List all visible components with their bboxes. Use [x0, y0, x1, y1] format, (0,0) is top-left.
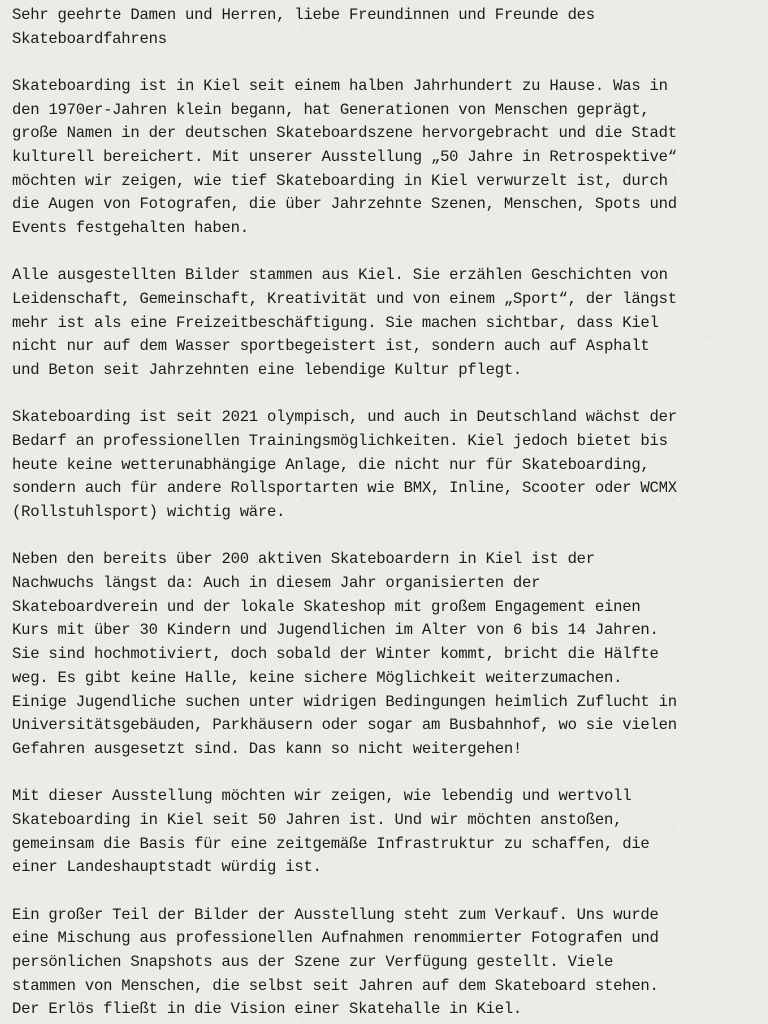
text-line: sondern auch für andere Rollsportarten wie BMX, Inline, Scooter oder WCMX: [12, 479, 677, 498]
text-line: möchten wir zeigen, wie tief Skateboarding in Kiel verwurzelt ist, durch: [12, 171, 668, 190]
text-line: Einige Jugendliche suchen unter widrigen Bedingungen heimlich Zuflucht in: [12, 692, 677, 711]
text-line: Mit dieser Ausstellung möchten wir zeigen, wie lebendig und wertvoll: [12, 787, 632, 806]
text-line: Skateboardfahrens: [12, 29, 167, 48]
paragraph-history: [12, 75, 764, 241]
text-line: eine Mischung aus professionellen Aufnahmen renommierter Fotografen und: [12, 929, 659, 948]
text-line: Sie sind hochmotiviert, doch sobald der Winter kommt, bricht die Hälfte: [12, 645, 659, 664]
text-line: Sehr geehrte Damen und Herren, liebe Freundinnen und Freunde des: [12, 6, 595, 24]
paragraph-olympics: [12, 406, 764, 525]
text-line: kulturell bereichert. Mit unserer Ausstellung „50 Jahre in Retrospektive“: [12, 148, 677, 167]
paragraph-sale: [12, 904, 764, 1023]
text-line: Neben den bereits über 200 aktiven Skateboardern in Kiel ist der: [12, 550, 595, 569]
text-line: Nachwuchs längst da: Auch in diesem Jahr organisierten der: [12, 574, 541, 593]
text-line: Skateboardverein und der lokale Skateshop mit großem Engagement einen: [12, 597, 641, 616]
paragraph-exhibition-goal: [12, 785, 764, 880]
text-line: Alle ausgestellten Bilder stammen aus Kiel. Sie erzählen Geschichten von: [12, 266, 668, 285]
text-line: gemeinsam die Basis für eine zeitgemäße Infrastruktur zu schaffen, die: [12, 834, 650, 853]
text-line: Kurs mit über 30 Kindern und Jugendlichen im Alter von 6 bis 14 Jahren.: [12, 621, 659, 640]
text-line: nicht nur auf dem Wasser sportbegeistert ist, sondern auch auf Asphalt: [12, 337, 650, 356]
text-line: Der Erlös fließt in die Vision einer Skatehalle in Kiel.: [12, 1000, 523, 1019]
paragraph-salutation: [12, 4, 764, 51]
text-line: persönlichen Snapshots aus der Szene zur Verfügung gestellt. Viele: [12, 952, 614, 971]
text-line: Skateboarding in Kiel seit 50 Jahren ist. Und wir möchten anstoßen,: [12, 810, 623, 829]
paragraph-images: [12, 264, 764, 383]
text-line: Gefahren ausgesetzt sind. Das kann so nicht weitergehen!: [12, 739, 523, 758]
text-line: Events festgehalten haben.: [12, 219, 249, 238]
text-line: stammen von Menschen, die selbst seit Jahren auf dem Skateboard stehen.: [12, 976, 659, 995]
text-line: den 1970er-Jahren klein begann, hat Generationen von Menschen geprägt,: [12, 100, 650, 119]
text-line: weg. Es gibt keine Halle, keine sichere Möglichkeit weiterzumachen.: [12, 668, 623, 687]
text-line: mehr ist als eine Freizeitbeschäftigung. Sie machen sichtbar, dass Kiel: [12, 313, 659, 332]
text-line: Universitätsgebäuden, Parkhäusern oder sogar am Busbahnhof, wo sie vielen: [12, 716, 677, 735]
text-line: heute keine wetterunabhängige Anlage, die nicht nur für Skateboarding,: [12, 455, 650, 474]
paragraph-youth: [12, 548, 764, 761]
text-line: und Beton seit Jahrzehnten eine lebendige Kultur pflegt.: [12, 361, 523, 380]
letter-body: [12, 4, 764, 1024]
text-line: Leidenschaft, Gemeinschaft, Kreativität und von einem „Sport“, der längst: [12, 290, 677, 309]
text-line: einer Landeshauptstadt würdig ist.: [12, 858, 322, 877]
text-line: Skateboarding ist seit 2021 olympisch, und auch in Deutschland wächst der: [12, 408, 677, 427]
text-line: Ein großer Teil der Bilder der Ausstellung steht zum Verkauf. Uns wurde: [12, 905, 659, 924]
text-line: (Rollstuhlsport) wichtig wäre.: [12, 503, 286, 522]
text-line: Skateboarding ist in Kiel seit einem halben Jahrhundert zu Hause. Was in: [12, 76, 668, 95]
text-line: große Namen in der deutschen Skateboardszene hervorgebracht und die Stadt: [12, 124, 677, 143]
text-line: Bedarf an professionellen Trainingsmöglichkeiten. Kiel jedoch bietet bis: [12, 432, 668, 451]
text-line: die Augen von Fotografen, die über Jahrzehnte Szenen, Menschen, Spots und: [12, 195, 677, 214]
